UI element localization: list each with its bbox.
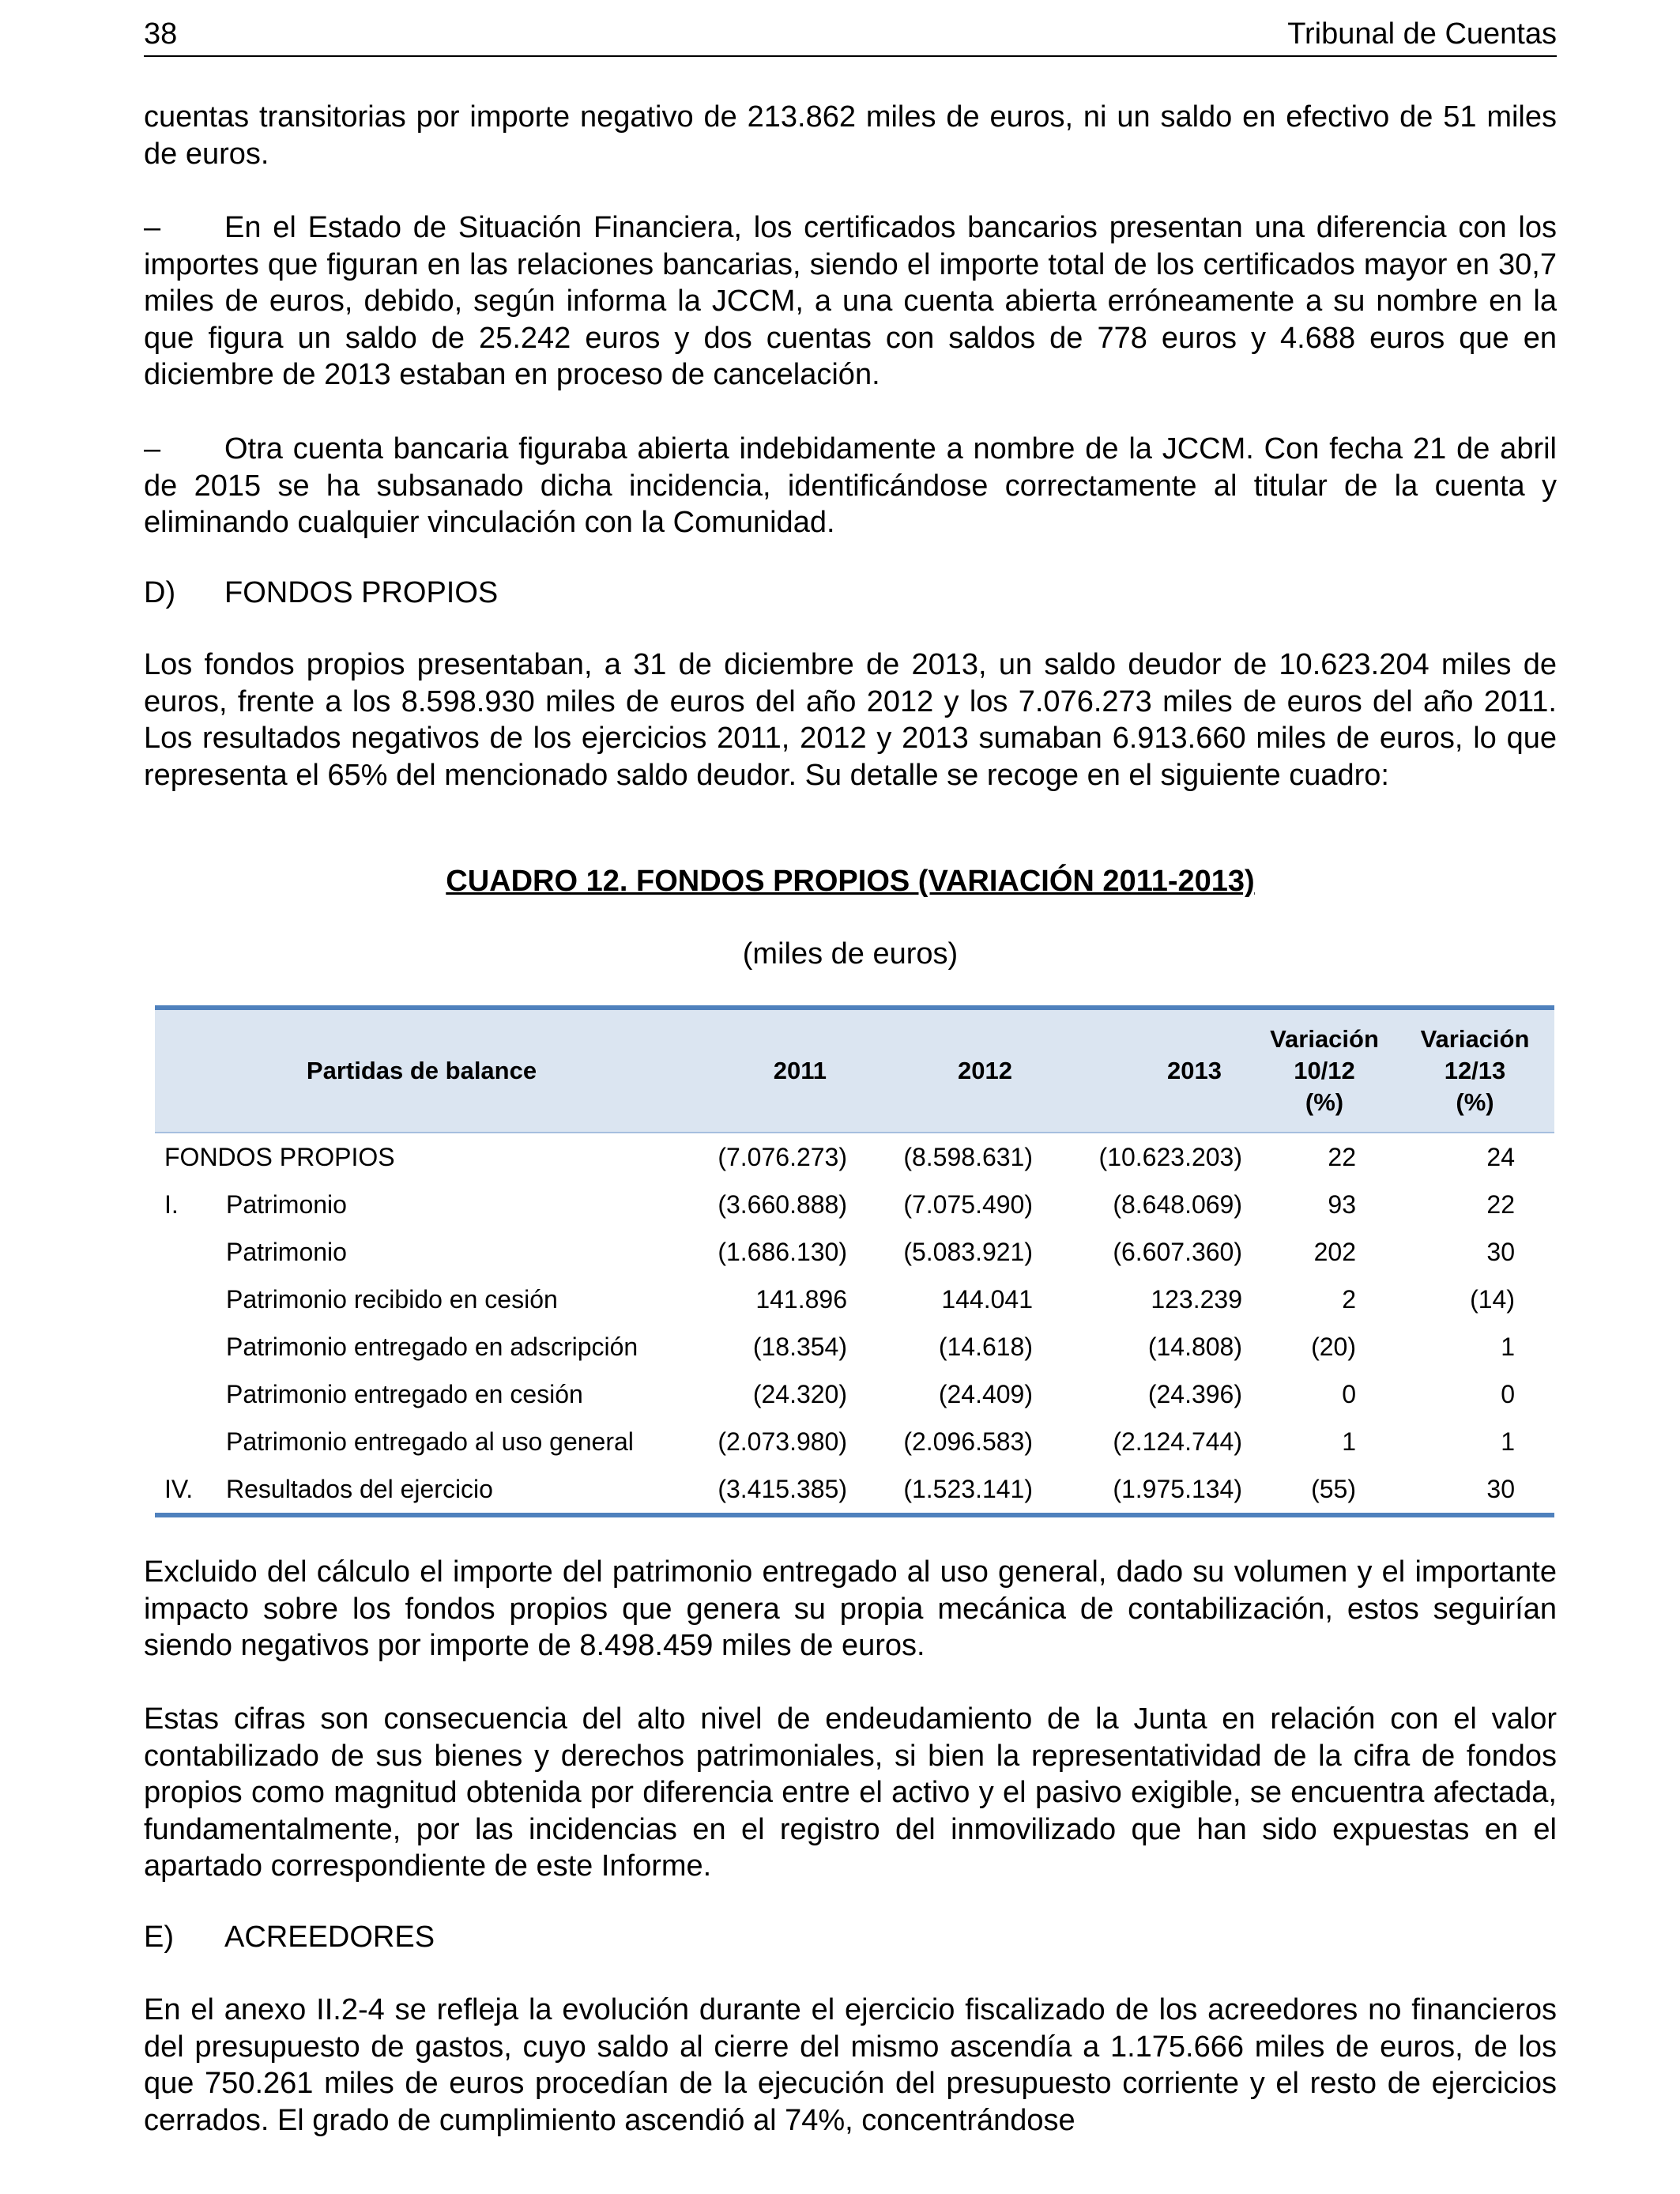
page-header — [144, 17, 1557, 57]
row-label: FONDOS PROPIOS — [164, 1142, 395, 1171]
header-line: 12/13 — [1444, 1057, 1506, 1084]
cell-variacion-10-12: 93 — [1328, 1189, 1356, 1219]
cell-2011: (7.076.273) — [718, 1142, 847, 1171]
row-label: Patrimonio — [226, 1189, 347, 1219]
cell-variacion-10-12: (55) — [1253, 1465, 1396, 1515]
cell-2011: (18.354) — [752, 1332, 847, 1361]
header-variacion-12-13 — [1396, 1008, 1554, 1133]
table-units: (miles de euros) — [742, 937, 959, 971]
header-2012: 2012 — [858, 1008, 1044, 1133]
header-line: Variación — [1420, 1025, 1530, 1053]
header-line: Variación — [1270, 1025, 1379, 1053]
table-row — [155, 1181, 1554, 1228]
cell-2012: (2.096.583) — [903, 1427, 1033, 1456]
row-number — [155, 1418, 226, 1465]
paragraph-fondos-propios: Los fondos propios presentaban, a 31 de diciembre de 2013, un saldo deudor de 10.623.204 miles de euros, frente a los 8.598.930 miles de euros del año 2012 y los 7.076.273 miles de euros del año 2011. Los resultados negativos de los ejercicios 2011, 2012 y 2013 sumaban 6.913.660 miles de euros, lo que representa el 65% del mencionado saldo deudor. Su detalle se recoge en el siguiente cuadro: — [144, 648, 1557, 792]
header-line: 10/12 — [1294, 1057, 1355, 1084]
bullet-item-2 — [144, 431, 1557, 541]
cell-2011: (24.320) — [752, 1379, 847, 1408]
paragraph-excluido: Excluido del cálculo el importe del patrimonio entregado al uso general, dado su volumen y el importante impacto sobre los fondos propios que genera su propia mecánica de contabilización, estos seguirían siendo negativos por importe de 8.498.459 miles de euros. — [144, 1555, 1557, 1662]
cell-variacion-12-13: 30 — [1396, 1465, 1554, 1515]
row-number: IV. — [155, 1465, 226, 1515]
table-header-row — [155, 1008, 1554, 1133]
cell-2011: (1.686.130) — [718, 1237, 847, 1266]
cell-variacion-10-12: 1 — [1342, 1427, 1356, 1456]
paragraph-consecuencia: Estas cifras son consecuencia del alto nivel de endeudamiento de la Junta en relación con el valor contabilizado de sus bienes y derechos patrimoniales, si bien la representatividad de la cifra de fondos propios como magnitud obtenida por diferencia entre el activo y el pasivo exigible, se encuentra afectada, fundamentalmente, por las incidencias en el registro del inmovilizado que han sido expuestas en el apartado correspondiente de este Informe. — [144, 1702, 1557, 1883]
cell-variacion-12-13: 24 — [1486, 1142, 1515, 1171]
row-label: Patrimonio recibido en cesión — [226, 1284, 558, 1314]
section-title: FONDOS PROPIOS — [224, 576, 499, 609]
cell-2011: (3.660.888) — [718, 1189, 847, 1219]
cell-2011: (3.415.385) — [688, 1465, 858, 1515]
cell-2013: (1.975.134) — [1044, 1465, 1253, 1515]
page-number: 38 — [144, 17, 178, 51]
cell-variacion-10-12: 2 — [1342, 1284, 1356, 1314]
bullet-dash: – — [144, 432, 161, 466]
cell-variacion-10-12: 0 — [1342, 1379, 1356, 1408]
bullet-dash: – — [144, 211, 161, 244]
fondos-propios-table — [155, 1005, 1554, 1517]
row-number — [155, 1228, 226, 1276]
cell-variacion-10-12: 22 — [1328, 1142, 1356, 1171]
cell-2013: (2.124.744) — [1113, 1427, 1242, 1456]
row-label: Resultados del ejercicio — [226, 1465, 688, 1515]
table-row — [155, 1276, 1554, 1323]
cell-variacion-12-13: 0 — [1501, 1379, 1515, 1408]
row-label: Patrimonio entregado en cesión — [226, 1379, 583, 1408]
cell-variacion-12-13: (14) — [1470, 1284, 1515, 1314]
header-partidas: Partidas de balance — [155, 1008, 688, 1133]
cell-variacion-12-13: 1 — [1501, 1427, 1515, 1456]
cell-2012: (5.083.921) — [903, 1237, 1033, 1266]
row-label: Patrimonio entregado al uso general — [226, 1427, 634, 1456]
table-row — [155, 1228, 1554, 1276]
cell-2012: (1.523.141) — [858, 1465, 1044, 1515]
cell-2013: 123.239 — [1151, 1284, 1242, 1314]
cell-2013: (14.808) — [1147, 1332, 1242, 1361]
cell-2012: (14.618) — [938, 1332, 1033, 1361]
paragraph-acreedores: En el anexo II.2-4 se refleja la evolución durante el ejercicio fiscalizado de los acreedores no financieros del presupuesto de gastos, cuyo saldo al cierre del mismo ascendía a 1.175.666 miles de euros, de los que 750.261 miles de euros procedían de la ejecución del presupuesto corriente y el resto de ejercicios cerrados. El grado de cumplimiento ascendió al 74%, concentrándose — [144, 1993, 1557, 2137]
cell-2012: (24.409) — [938, 1379, 1033, 1408]
row-number — [155, 1323, 226, 1370]
section-letter: D) — [144, 576, 176, 609]
section-letter: E) — [144, 1921, 174, 1954]
header-line: (%) — [1456, 1088, 1494, 1116]
section-heading-e — [144, 1919, 435, 1955]
cell-variacion-10-12: 202 — [1313, 1237, 1356, 1266]
cell-2011: 141.896 — [755, 1284, 847, 1314]
cell-2013: (24.396) — [1147, 1379, 1242, 1408]
cell-variacion-12-13: 22 — [1486, 1189, 1515, 1219]
cell-2013: (10.623.203) — [1098, 1142, 1242, 1171]
cell-variacion-12-13: 30 — [1486, 1237, 1515, 1266]
cell-2012: (8.598.631) — [903, 1142, 1033, 1171]
cell-variacion-12-13: 1 — [1501, 1332, 1515, 1361]
cell-2013: (8.648.069) — [1113, 1189, 1242, 1219]
row-label: Patrimonio — [226, 1237, 347, 1266]
header-variacion-10-12 — [1253, 1008, 1396, 1133]
row-label: Patrimonio entregado en adscripción — [226, 1332, 638, 1361]
header-2013: 2013 — [1044, 1008, 1253, 1133]
bullet-item-1 — [144, 209, 1557, 394]
header-2011: 2011 — [688, 1008, 858, 1133]
bullet-text: En el Estado de Situación Financiera, los certificados bancarios presentan una diferencia con los importes que figuran en las relaciones bancarias, siendo el importe total de los certificados mayor en 30,7 miles de euros, debido, según informa la JCCM, a una cuenta abierta erróneamente a su nombre en la que figura un saldo de 25.242 euros y dos cuentas con saldos de 778 euros y 4.688 euros que en diciembre de 2013 estaban en proceso de cancelación. — [144, 211, 1557, 391]
table-row — [155, 1418, 1554, 1465]
cell-variacion-10-12: (20) — [1311, 1332, 1356, 1361]
row-number — [155, 1276, 226, 1323]
header-organization: Tribunal de Cuentas — [1287, 17, 1557, 51]
bullet-text: Otra cuenta bancaria figuraba abierta indebidamente a nombre de la JCCM. Con fecha 21 de abril de 2015 se ha subsanado dicha incidencia, identificándose correctamente al titular de la cuenta y eliminando cualquier vinculación con la Comunidad. — [144, 432, 1557, 539]
section-title: ACREEDORES — [224, 1921, 435, 1954]
paragraph-intro: cuentas transitorias por importe negativo de 213.862 miles de euros, ni un saldo en efectivo de 51 miles de euros. — [144, 100, 1557, 171]
table-title: CUADRO 12. FONDOS PROPIOS (VARIACIÓN 2011-2013) — [446, 865, 1255, 898]
table-row — [155, 1370, 1554, 1418]
cell-2012: 144.041 — [941, 1284, 1033, 1314]
header-line: (%) — [1305, 1088, 1344, 1116]
table-row — [155, 1465, 1554, 1515]
cell-2013: (6.607.360) — [1113, 1237, 1242, 1266]
section-heading-d — [144, 575, 498, 611]
table-row — [155, 1133, 1554, 1181]
cell-2011: (2.073.980) — [718, 1427, 847, 1456]
row-number: I. — [164, 1189, 179, 1219]
cell-2012: (7.075.490) — [903, 1189, 1033, 1219]
row-number — [155, 1370, 226, 1418]
table-row — [155, 1323, 1554, 1370]
